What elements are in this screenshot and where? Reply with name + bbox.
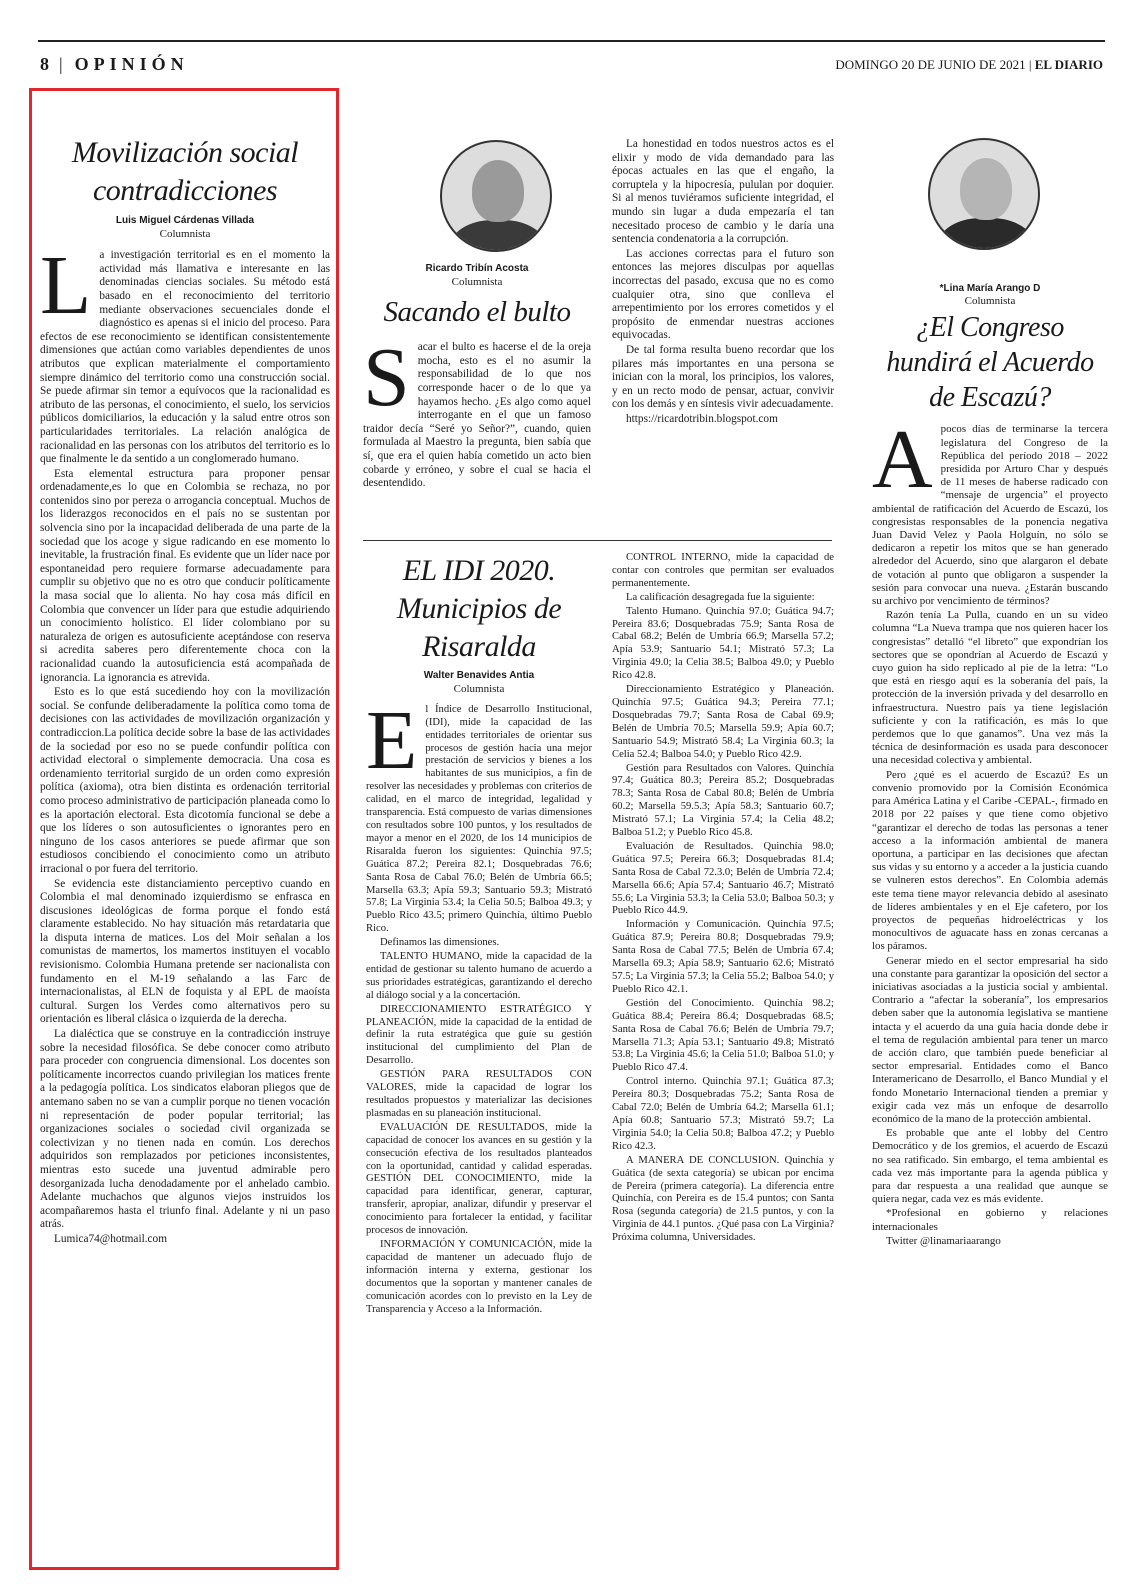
- section-name: OPINIÓN: [74, 54, 189, 74]
- paragraph: EVALUACIÓN DE RESULTADOS, mide la capacidad de conocer los avances en su gestión y la consecución efectiva de los resultados planteados con la oportunidad, cantidad y calidad esperadas. GESTIÓN DEL CONOCIMIENTO, mide la capacidad para identificar, generar, capturar, transferir, apropiar, analizar, difundir y preservar el conocimiento para fortalecer la entidad, y facilitar procesos de innovación.: [366, 1121, 592, 1237]
- paragraph: Información y Comunicación. Quinchía 97.5; Guática 87.9; Pereira 80.8; Dosquebradas 79.9; Santa Rosa de Cabal 77.5; Belén de Umbría 67.4; Marsella 69.3; Apía 58.9; Santuario 62.6; Mistrató 57.5; La Virginia 57.3; la Celia 55.2; Balboa 54.0; y Pueblo Rico 42.1.: [612, 919, 834, 995]
- paragraph-text: pocos días de terminarse la tercera legislatura del Congreso de la República del período 2018 – 2022 presidida por Arturo Char y después de 11 meses de haberse radicado con “mensaje de urgencia” el proyecto ambiental de ratificación del Acuerdo de Escazú, los congresistas responsables de la ponencia negativa Juan David Velez y Paola Holguín, no sólo se dedicaron a repetir los mitos que se han generado alrededor del Acuerdo, sino que alargaron el debate de votación al punto que obligaron a suspender la sesión para convocar una nueva. ¿Estarán buscando su archivo por vencimiento de términos?: [872, 423, 1108, 608]
- blog-url[interactable]: https://ricardotribin.blogspot.com: [626, 412, 778, 425]
- paragraph: DIRECCIONAMIENTO ESTRATÉGICO Y PLANEACIÓN, mide la capacidad de la entidad de definir la ruta estratégica que guíe su gestión institucional del cumplimiento del Plan de Desarrollo.: [366, 1003, 592, 1067]
- article-title: Sacando el bulto: [383, 296, 571, 329]
- title-line: Movilización social: [71, 136, 299, 169]
- paragraph: Las acciones correctas para el futuro son entonces las mejores disculpas por aquellas incorrectas del pasado, excusa que no es como cualquier otra, sino que conlleva el arrepentimiento por los errores cometidos y el propósito de enmendar nuestras acciones equivocadas.: [612, 247, 834, 342]
- paragraph: Gestión para Resultados con Valores. Quinchía 97.4; Guática 80.3; Pereira 85.2; Dosquebradas 78.3; Santa Rosa de Cabal 80.8; Belén de Umbría 60.2; Marsella 59.5.3; Apía 58.3; Santuario 60.7; Mistrató 57.1; La Virginia 57.4; la Celia 48.2; Balboa 51.2; y Pueblo Rico 45.8.: [612, 762, 834, 839]
- article-idi-2020: [366, 552, 592, 1317]
- header-separator: |: [59, 54, 65, 74]
- drop-cap: S: [363, 331, 410, 425]
- paragraph: Gestión del Conocimiento. Quinchía 98.2; Guática 88.4; Pereira 86.4; Dosquebradas 68.5; Santa Rosa de Cabal 76.6; Belén de Umbría 79.7; Marsella 71.3; Apía 53.1; Santuario 49.8; Mistrató 53.8; La Virginia 45.6; la Celia 51.0; Balboa 51.0; y Pueblo Rico 47.4.: [612, 997, 834, 1074]
- newspaper-name: EL DIARIO: [1034, 57, 1103, 72]
- paragraph: Esta elemental estructura para proponer pensar ordenadamente,es lo que en Colombia se rechaza, no por contenidos sino por pereza o arrogancia conceptual. Muchos de los liderazgos reconocidos en el país no se sustentan por solvencia sino por la incapacidad deliberada de una parte de la sociedad que los acoge y sigue radicando en ese momento lo inevitable, la frustración final. Es evidente que un líder nace por espontaneidad pero requiere formarse adecuadamente para cumplir su objetivo que no es otro que conducir políticamente la masa social que lo alienta. No hay cosa más difícil en Colombia que convencer un líder para que estudie adquiriendo un conocimiento holístico. El líder colombiano por su naturaleza de origen es autosuficiente aceptándose con reserva si acredita saberes pero diferentemente choca con la racionalidad cuando la autosuficiencia está acompañada de ignorancia. La ignorancia es atrevida.: [40, 467, 330, 684]
- article-title: [872, 310, 1108, 415]
- title-line: contradicciones: [92, 174, 278, 207]
- author-name: Walter Benavides Antia: [423, 670, 535, 681]
- author-email[interactable]: Lumica74@hotmail.com: [54, 1232, 167, 1245]
- article-title: [40, 134, 330, 210]
- paragraph: Se evidencia este distanciamiento perceptivo cuando en Colombia el mal denominado izquierdismo se enfrasca en discusiones ideológicas de forma porque el fondo está claramente establecido. No hay situación más retardataria que la disputa interna de matices. Los del Moir señalan a los comunistas de mamertos, los mamertos instituyen el vocablo revisionismo. Colombia Humana pretende ser nacionalista con fundamento en el M-19 señalando a las Farc de internacionalistas, al ELN de foquista y al EPL de maoísta cultural. Surgen los Verdes como alternativos pero su orientación es liberal clásica o izquierda de la derecha.: [40, 877, 330, 1026]
- paragraph: Direccionamiento Estratégico y Planeación. Quinchía 97.5; Guática 94.3; Pereira 77.1; Dosquebradas 79.7; Santa Rosa de Cabal 69.9; Belén de Umbría 70.5; Marsella 59.9; Apía 60.7; Santuario 54.9; Mistrató 58.4; La Virginia 60.3; la Celia 52.4; Balboa 54.0; y Pueblo Rico 42.9.: [612, 684, 834, 760]
- paragraph-text: l Índice de Desarrollo Institucional, (IDI), mide la capacidad de las entidades territoriales de orientar sus procesos de gestión hacia una mejor prestación de servicios y bienes a los habitantes de sus municipios, a fin de resolver las necesidades y problemas con criterios de calidad, en el marco de integridad, legalidad y transparencia. Está compuesto de varias dimensiones con resultados sobre 100 puntos, y los resultados de mayor a menor en el 2020, de los 14 municipios de Risaralda fueron los siguientes: Quinchía 97.5; Guática 87.2; Pereira 82.1; Dosquebradas 76.6; Santa Rosa de Cabal 76.0; Belén de Umbría 66.5; Marsella 63.3; Apía 59.3; Santuario 59.3; Mistrató 57.8; La Virginia 53.4; la Celia 50.5; Balboa 49.3; y Pueblo Rico 43.5; primero Quinchía, último Pueblo Rico.: [366, 703, 592, 935]
- paragraph: [363, 331, 591, 491]
- paragraph: INFORMACIÓN Y COMUNICACIÓN, mide la capacidad de mantener un adecuado flujo de información interna y externa, gestionar los documentos que la soportan y mantener canales de comunicación acordes con lo previsto en la Ley de Transparencia y Acceso a la Información.: [366, 1238, 592, 1315]
- page-header-right: [835, 57, 1103, 73]
- paragraph: Evaluación de Resultados. Quinchía 98.0; Guática 97.5; Pereira 66.3; Dosquebradas 81.4; Santa Rosa de Cabal 72.3.0; Belén de Umbría 72.4; Marsella 66.6; Apía 57.4; Santuario 46.7; Mistrató 55.6; La Virginia 53.3; la Celia 53.0; Balboa 50.3; y Pueblo Rico 44.9.: [612, 840, 834, 917]
- paragraph-text: a investigación territorial es en el momento la actividad más llamativa e interesante en las denominadas ciencias sociales. Su método está basado en el reconocimiento del territorio mediante observaciones secuenciales donde el diagnóstico es apenas si el inicio del proceso. Para efectos de ese reconocimiento se identifican consistentemente dimensiones que actúan como variables dependientes de unos atributos que explican materialmente el comportamiento siempre dinámico del territorio como una construcción social. Se puede afirmar sin temor a equívocos que la racionalidad es atributo de las personas, el conocimiento, el suelo, los servicios públicos domiciliarios, la educación y la salud entre otros son particularidades territoriales. La relación analógica de racionalidad en las personas con los atributos del territorio es lo que finalmente le da sentido a un conglomerado humano.: [40, 249, 330, 466]
- author-role: Columnista: [451, 275, 503, 288]
- title-line: Risaralda: [422, 630, 536, 663]
- drop-cap: E: [366, 693, 418, 787]
- title-line: Municipios de: [396, 592, 562, 625]
- paragraph-text: acar el bulto es hacerse el de la oreja mocha, esto es el no asumir la responsabilidad de lo que nos corresponde hacer o de lo que ya hayamos hecho. ¿Es algo como aquel interrogante en el que un famoso traidor decía “Seré yo Señor?”, cuando, quien formulada al Maestro la pregunta, bien sabía que sí, que era el quien había cometido un acto bien cobarde y erróneo, y sobre el cual se hacia el desentendido.: [363, 341, 591, 490]
- paragraph: Esto es lo que está sucediendo hoy con la movilización social. Se confunde deliberadamente la política como toma de decisiones con las actividades de movilización organización y contradiccion.La política decide sobre la base de las actividades de la sociedad por eso no se puede confundir política con actividad electoral o simplemente democracia. Una cosa es ordenamiento territorial surgido de un orden como expresión política (axioma), otra bien distinta es ordenación territorial como proceso administrativo de participación planeada como lo es la aportación electoral. Esta dicotomía funcional se debe a que los líderes o son autosuficientes o ignorantes pero en ninguno de los casos anteriores se puede afirmar que son estudiosos concibiendo el conocimiento como un atributo irracional o por fuera del territorio.: [40, 686, 330, 875]
- author-bio: *Profesional en gobierno y relaciones internacionales: [872, 1207, 1108, 1233]
- paragraph: La calificación desagregada fue la siguiente:: [626, 591, 815, 603]
- article-sacando-el-bulto-head: [363, 258, 591, 492]
- page-header-left: [40, 54, 189, 75]
- author-role: Columnista: [159, 227, 211, 240]
- author-role: Columnista: [453, 682, 505, 695]
- title-line: ¿El Congreso: [916, 312, 1064, 344]
- paragraph: CONTROL INTERNO, mide la capacidad de contar con controles que permitan ser evaluados permanentemente.: [612, 552, 834, 589]
- paragraph: [872, 413, 1108, 608]
- drop-cap: A: [872, 413, 933, 507]
- paragraph: GESTIÓN PARA RESULTADOS CON VALORES, mide la capacidad de lograr los resultados propuestos y materializar las decisiones plasmadas en su planeación institucional.: [366, 1069, 592, 1119]
- paragraph: Pero ¿qué es el acuerdo de Escazú? Es un convenio promovido por la Comisión Económica para América Latina y el Caribe -CEPAL-, firmado en 2018 por 22 países y que tiene como objetivo “garantizar el derecho de todas las personas a tener acceso a la información ambiental de manera oportuna, a participar en las decisiones que afectan sus vidas y su entorno y a acceder a la justicia cuando se vulneren estos derechos”. En Colombia además este tema tiene mayor relevancia debido al asesinato de líderes ambientales y en el Eje cafetero, por los proyectos de pequeñas hidroeléctricas y los monocultivos de aguacate hass en zonas cercanas a los páramos.: [872, 768, 1108, 953]
- author-twitter[interactable]: Twitter @linamariaarango: [886, 1234, 1001, 1247]
- paragraph: A MANERA DE CONCLUSION. Quinchía y Guática (de sexta categoría) se ubican por encima de Pereira (primera categoría). La diferencia entre Quinchía, con Pereira es de 15.4 puntos; con Santa Rosa (segunda categoría) de 21.5 puntos, y con la Virginia de 44.1 puntos. ¿Qué pasa con La Virginia? Próxima columna, Universidades.: [612, 1154, 834, 1244]
- section-divider: [363, 540, 832, 541]
- paragraph: Es probable que ante el lobby del Centro Democrático y de los gremios, el acuerdo de Escazú no sea ratificado. Sin embargo, el tema ambiental es cada vez más importante para la agenda pública y para dar respuesta a una realidad que aunque se quiera negar, cada vez es más evidente.: [872, 1127, 1108, 1206]
- title-line: hundirá el Acuerdo: [886, 347, 1094, 379]
- paragraph: Control interno. Quinchía 97.1; Guática 87.3; Pereira 80.3; Dosquebradas 75.2; Santa Rosa de Cabal 72.0; Belén de Umbría 64.2; Marsella 61.1; Apía 60.8; Santuario 57.3; Mistrató 59.7; La Virginia 54.0; la Celia 50.8; Balboa 47.2; y Pueblo Rico 42.3.: [612, 1076, 834, 1152]
- author-role: Columnista: [964, 295, 1016, 308]
- paragraph: Razón tenía La Pulla, cuando en un su video columna “La Nueva trampa que nos quieren hacer los congresistas” detalló “el libreto” que expondrían los sectores que se opondrían al Acuerdo de Escazú y cuyo guion ha sido replicado al pie de la letra: “Lo que está en riesgo aquí es la soberanía del país, la protección de la inversión privada y del desarrollo en infraestructura. Nuestro país ya tiene legislación suficiente y con la ratificación, es más lo que perdemos que lo que ganamos”. Una vez más la técnica de desinformación es usada para desconocer una necesidad colectiva y ambiental.: [872, 609, 1108, 767]
- paragraph: [40, 239, 330, 467]
- columnist-photo-man: [440, 140, 552, 252]
- columnist-photo-woman: [928, 138, 1040, 250]
- paragraph: [366, 693, 592, 936]
- page-number: 8: [40, 54, 51, 74]
- article-sacando-el-bulto-cont: [612, 138, 834, 427]
- article-escazu: [872, 278, 1108, 1249]
- paragraph: La honestidad en todos nuestros actos es el elixir y modo de vida demandado para las épocas actuales en las que el engaño, la corruptela y la hipocresía, pululan por doquier. Si al menos tuviéramos suficiente integridad, el mundo sin lugar a duda empezaría el tan necesitado proceso de cambio y le daría una sentencia condenatoria a la corrupción.: [612, 138, 834, 246]
- author-name: Luis Miguel Cárdenas Villada: [115, 215, 255, 226]
- header-rule: [38, 40, 1105, 42]
- paragraph: TALENTO HUMANO, mide la capacidad de la entidad de gestionar su talento humano de acuerdo a sus prioridades estratégicas, garantizando el derecho al diálogo social y a la concertación.: [366, 951, 592, 1001]
- paragraph: Talento Humano. Quinchía 97.0; Guática 94.7; Pereira 83.6; Dosquebradas 75.9; Santa Rosa de Cabal 68.2; Belén de Umbría 66.9; Marsella 57.2; Apía 53.9; Santuario 54.1; Mistrató 57.3; La Virginia 49.0; la Celia 38.5; Balboa 49.0; y Pueblo Rico 42.8.: [612, 605, 834, 682]
- title-line: EL IDI 2020.: [402, 554, 556, 587]
- article-idi-2020-cont: [612, 552, 834, 1246]
- paragraph: Definamos las dimensiones.: [380, 937, 500, 949]
- drop-cap: L: [40, 239, 92, 333]
- issue-date: DOMINGO 20 DE JUNIO DE 2021 |: [835, 57, 1032, 72]
- title-line: de Escazú?: [929, 382, 1051, 414]
- article-title: [366, 552, 592, 666]
- article-movilizacion: [40, 134, 330, 1248]
- paragraph: De tal forma resulta bueno recordar que los pilares más importantes en una persona se inician con la moral, los principios, los valores, y en un recto modo de pensar, actuar, convivir con los demás y en síntesis vivir adecuadamente.: [612, 343, 834, 411]
- paragraph: La dialéctica que se construye en la contradicción instruye sobre la necesidad filosófica. Se debe conocer como atributo para proceder con congruencia dimensional. Los docentes son políticamente incorrectos cuando privilegian los matices frente a la pedagogía política. Los sindicatos elaboran pliegos que de antemano saben no se van a cumplir porque no tienen vocación ni representación de poder popular territorial; las organizaciones sociales o sociedad civil organizada se colectivizan y no tienen nada en común. Los derechos adquiridos son remplazados por peticiones inconsistentes, mientras esto sucede una juventud admirable pero desorganizada lucha denodadamente por el anhelado cambio. Adelante muchachos que algunos viejos instruidos los acompañaremos hasta el triunfo final. Adelante y ni un paso atrás.: [40, 1028, 330, 1231]
- paragraph: Generar miedo en el sector empresarial ha sido una constante para garantizar la oposición del sector a iniciativas asociadas a la justicia social y ambiental. Contrario a “afectar la soberanía”, los empresarios deben saber que la autonomía legislativa se mantiene intacta y el acuerdo da una guía hacia donde debe ir el tema de regulación ambiental para tener un marco de acción claro, que también puede beneficiar al sector empresarial. Entidades como el Banco Interamericano de Desarrollo, el Banco Mundial y el fondo Monetario Internacional tienden a premiar y exigir cada vez más un enfoque de desarrollo económico de la mano de la protección ambiental.: [872, 954, 1108, 1125]
- author-name: Ricardo Tribín Acosta: [425, 263, 529, 274]
- author-name: *Lina María Arango D: [939, 283, 1041, 294]
